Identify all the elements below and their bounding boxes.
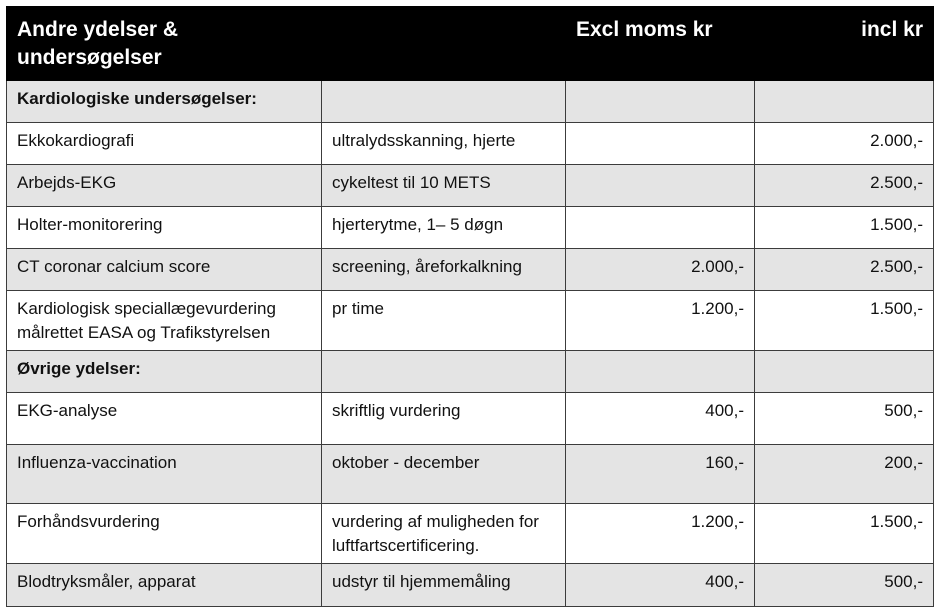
section-row: [7, 81, 934, 123]
price-excl: 160,-: [566, 445, 755, 504]
header-row: [7, 7, 934, 81]
service-description: screening, åreforkalkning: [322, 249, 566, 291]
price-table: [6, 6, 934, 607]
section-cell-empty: [755, 81, 934, 123]
service-name: Influenza-vaccination: [7, 445, 322, 504]
table-row: [7, 291, 934, 351]
price-incl: 200,-: [755, 445, 934, 504]
service-name: Holter-monitorering: [7, 207, 322, 249]
table-row: [7, 249, 934, 291]
price-incl: 1.500,-: [755, 291, 934, 351]
price-incl: 500,-: [755, 564, 934, 607]
service-description: pr time: [322, 291, 566, 351]
price-incl: 2.500,-: [755, 249, 934, 291]
price-incl: 500,-: [755, 393, 934, 445]
header-excl-moms: Excl moms kr: [566, 7, 755, 81]
price-incl: 1.500,-: [755, 207, 934, 249]
section-row: [7, 351, 934, 393]
table-row: [7, 207, 934, 249]
service-name: Forhåndsvurdering: [7, 504, 322, 564]
section-cell-empty: [566, 351, 755, 393]
section-cell-empty: [755, 351, 934, 393]
price-incl: 1.500,-: [755, 504, 934, 564]
price-excl: 400,-: [566, 393, 755, 445]
price-excl: 1.200,-: [566, 291, 755, 351]
price-excl: [566, 207, 755, 249]
table-row: [7, 564, 934, 607]
header-description: [322, 7, 566, 81]
service-description: udstyr til hjemmemåling: [322, 564, 566, 607]
service-name: EKG-analyse: [7, 393, 322, 445]
price-incl: 2.500,-: [755, 165, 934, 207]
table-row: [7, 504, 934, 564]
service-name: Arbejds-EKG: [7, 165, 322, 207]
service-name: Ekkokardiografi: [7, 123, 322, 165]
section-cell-empty: [322, 81, 566, 123]
price-excl: 400,-: [566, 564, 755, 607]
section-cell-empty: [322, 351, 566, 393]
section-title: Øvrige ydelser:: [7, 351, 322, 393]
table-row: [7, 165, 934, 207]
table-row: [7, 393, 934, 445]
price-incl: 2.000,-: [755, 123, 934, 165]
table-row: [7, 445, 934, 504]
section-title: Kardiologiske undersøgelser:: [7, 81, 322, 123]
service-description: hjerterytme, 1– 5 døgn: [322, 207, 566, 249]
header-incl: incl kr: [755, 7, 934, 81]
service-description: oktober - december: [322, 445, 566, 504]
section-cell-empty: [566, 81, 755, 123]
service-name: CT coronar calcium score: [7, 249, 322, 291]
table-row: [7, 123, 934, 165]
price-excl: 1.200,-: [566, 504, 755, 564]
service-description: ultralydsskanning, hjerte: [322, 123, 566, 165]
price-excl: 2.000,-: [566, 249, 755, 291]
header-services: Andre ydelser & undersøgelser: [7, 7, 322, 81]
service-name: Blodtryksmåler, apparat: [7, 564, 322, 607]
service-description: cykeltest til 10 METS: [322, 165, 566, 207]
service-description: vurdering af muligheden for luftfartscertificering.: [322, 504, 566, 564]
service-name: Kardiologisk speciallægevurdering målrettet EASA og Trafikstyrelsen: [7, 291, 322, 351]
price-excl: [566, 165, 755, 207]
price-excl: [566, 123, 755, 165]
service-description: skriftlig vurdering: [322, 393, 566, 445]
